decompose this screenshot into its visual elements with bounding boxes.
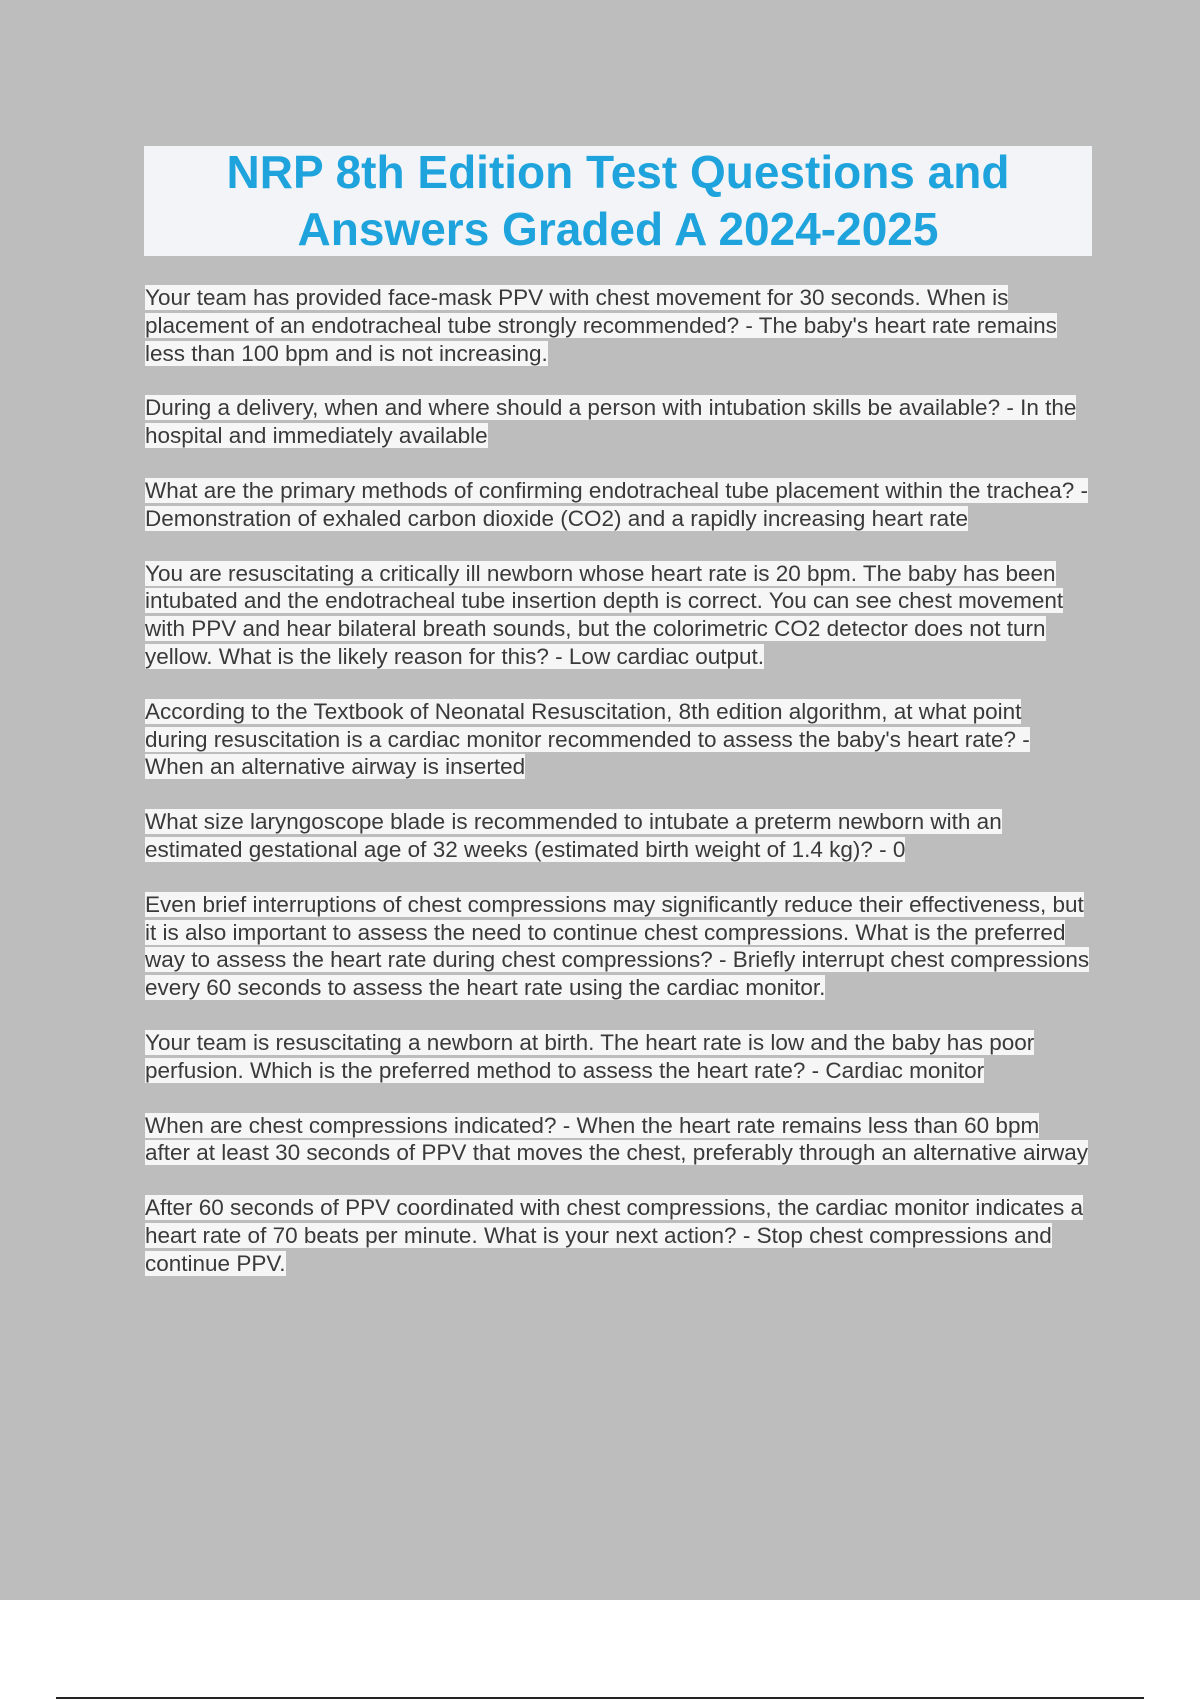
qa-text: According to the Textbook of Neonatal Resuscitation, 8th edition algorithm, at what point during resuscitation is a cardiac monitor recommended to assess the baby's heart rate? - When an alternative airway is inserted bbox=[145, 698, 1030, 780]
qa-item bbox=[145, 1112, 1090, 1168]
qa-text: What size laryngoscope blade is recommended to intubate a preterm newborn with an estimated gestational age of 32 weeks (estimated birth weight of 1.4 kg)? - 0 bbox=[145, 809, 1002, 862]
title-line-1: NRP 8th Edition Test Questions and bbox=[226, 146, 1010, 198]
qa-text: Your team has provided face-mask PPV with chest movement for 30 seconds. When is placement of an endotracheal tube strongly recommended? - The baby's heart rate remains less than 100 bpm and is not increasing. bbox=[145, 285, 1057, 366]
qa-item bbox=[145, 394, 1090, 450]
qa-text: Even brief interruptions of chest compressions may significantly reduce their effectiveness, but it is also important to assess the need to continue chest compressions. What is the preferred way to assess the heart rate during chest compressions? - Briefly interrupt chest compressions every 60 seconds to assess the heart rate using the cardiac monitor. bbox=[145, 891, 1090, 1001]
title-line-2: Answers Graded A 2024-2025 bbox=[297, 203, 939, 255]
qa-text: After 60 seconds of PPV coordinated with chest compressions, the cardiac monitor indicates a heart rate of 70 beats per minute. What is your next action? - Stop chest compressions and continue PPV. bbox=[145, 1195, 1083, 1276]
qa-item bbox=[145, 698, 1090, 781]
qa-item bbox=[145, 1194, 1090, 1277]
qa-item bbox=[145, 1029, 1090, 1085]
qa-item bbox=[145, 284, 1090, 367]
document-title bbox=[144, 146, 1092, 256]
footer-divider bbox=[56, 1697, 1144, 1699]
qa-text: When are chest compressions indicated? - When the heart rate remains less than 60 bpm after at least 30 seconds of PPV that moves the chest, preferably through an alternative airway bbox=[145, 1112, 1089, 1166]
qa-item bbox=[145, 891, 1090, 1002]
qa-item bbox=[145, 560, 1090, 671]
qa-text: What are the primary methods of confirming endotracheal tube placement within the trachea? - Demonstration of exhaled carbon dioxide (CO2) and a rapidly increasing heart rate bbox=[145, 477, 1088, 531]
qa-list bbox=[145, 284, 1090, 1305]
qa-item bbox=[145, 477, 1090, 533]
qa-text: You are resuscitating a critically ill newborn whose heart rate is 20 bpm. The baby has been intubated and the endotracheal tube insertion depth is correct. You can see chest movement with PPV and hear bilateral breath sounds, but the colorimetric CO2 detector does not turn yellow. What is the likely reason for this? - Low cardiac output. bbox=[145, 560, 1064, 669]
qa-item bbox=[145, 808, 1090, 864]
qa-text: During a delivery, when and where should a person with intubation skills be available? - In the hospital and immediately available bbox=[145, 395, 1077, 449]
qa-text: Your team is resuscitating a newborn at birth. The heart rate is low and the baby has poor perfusion. Which is the preferred method to assess the heart rate? - Cardiac monitor bbox=[145, 1029, 1035, 1083]
